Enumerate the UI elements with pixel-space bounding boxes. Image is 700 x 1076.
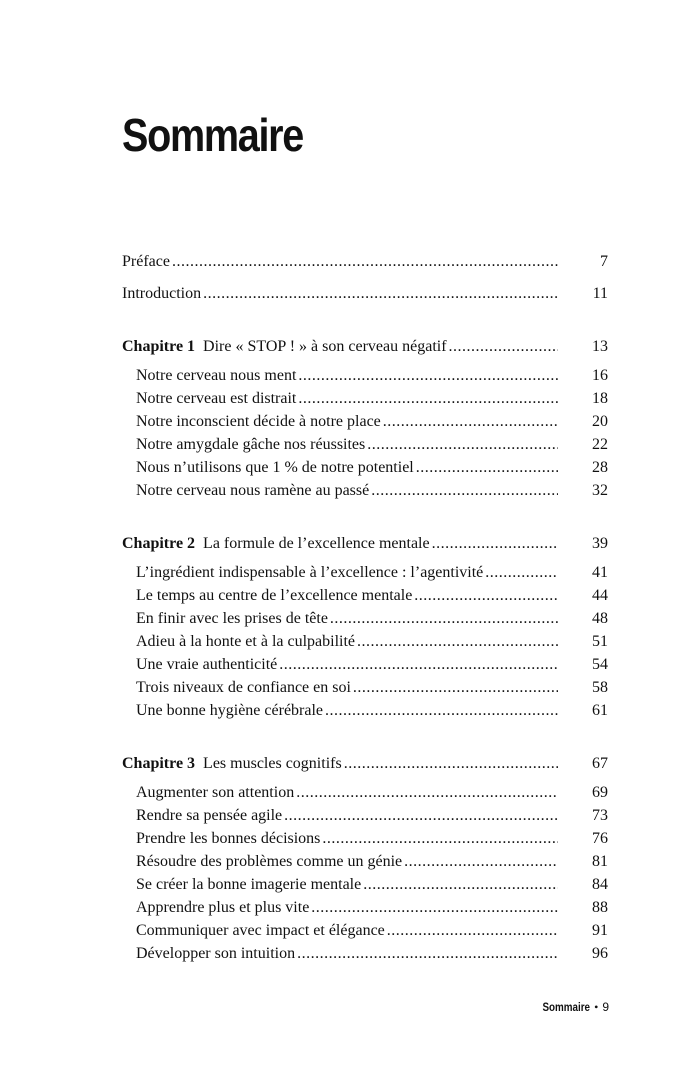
dot-leader: [357, 630, 558, 653]
toc-section: [122, 699, 608, 722]
toc-entry-text: Apprendre plus et plus vite: [136, 899, 310, 916]
toc-section: [122, 653, 608, 676]
toc-entry-text: Introduction: [122, 285, 202, 302]
dot-leader: [203, 282, 558, 305]
toc-page-number: 61: [592, 702, 608, 719]
toc-page-number: 16: [592, 367, 608, 384]
toc-page-number: 84: [592, 876, 608, 893]
dot-leader: [367, 433, 558, 456]
toc-section: [122, 630, 608, 653]
toc-page-number: 54: [592, 656, 608, 673]
toc-section: [122, 804, 608, 827]
dot-leader: [284, 804, 558, 827]
toc-entry-text: Trois niveaux de confiance en soi: [136, 679, 351, 696]
table-of-contents: [122, 250, 608, 965]
toc-section: [122, 479, 608, 502]
toc-section: [122, 873, 608, 896]
toc-entry-text: Notre cerveau nous ment: [136, 367, 297, 384]
chapter-title: Les muscles cognitifs: [203, 755, 342, 772]
dot-leader: [325, 699, 558, 722]
toc-section: [122, 387, 608, 410]
toc-section: [122, 850, 608, 873]
toc-page-number: 28: [592, 459, 608, 476]
toc-section: [122, 607, 608, 630]
toc-page-number: 76: [592, 830, 608, 847]
dot-leader: [344, 752, 558, 775]
chapter-title: La formule de l’excellence mentale: [203, 535, 430, 552]
page-number: 9: [602, 1000, 609, 1014]
dot-leader: [414, 584, 558, 607]
dot-leader: [371, 479, 558, 502]
chapter-label: Chapitre 3: [122, 755, 196, 772]
chapter-label: Chapitre 2: [122, 535, 196, 552]
toc-page-number: 32: [592, 482, 608, 499]
dot-leader: [353, 676, 558, 699]
toc-page-number: 69: [592, 784, 608, 801]
toc-page-number: 48: [592, 610, 608, 627]
toc-page-number: 44: [592, 587, 608, 604]
dot-leader: [172, 250, 558, 273]
toc-entry-text: Notre amygdale gâche nos réussites: [136, 436, 366, 453]
page-footer: [532, 1000, 609, 1015]
toc-entry-text: Notre cerveau est distrait: [136, 390, 297, 407]
toc-section: [122, 827, 608, 850]
dot-leader: [298, 387, 558, 410]
toc-section: [122, 410, 608, 433]
toc-page-number: 73: [592, 807, 608, 824]
toc-section: [122, 584, 608, 607]
toc-section: [122, 561, 608, 584]
toc-entry-text: Une vraie authenticité: [136, 656, 278, 673]
toc-page-number: 11: [592, 285, 608, 302]
toc-page-number: 81: [592, 853, 608, 870]
toc-chapter-1: [122, 335, 608, 358]
toc-section: [122, 676, 608, 699]
running-footer-title: Sommaire: [542, 1000, 591, 1014]
dot-leader: [432, 532, 558, 555]
toc-page-number: 91: [592, 922, 608, 939]
dot-leader: [311, 896, 558, 919]
toc-entry-text: En finir avec les prises de tête: [136, 610, 328, 627]
dot-leader: [383, 410, 558, 433]
dot-leader: [298, 364, 558, 387]
dot-leader: [322, 827, 558, 850]
toc-entry-text: Notre inconscient décide à notre place: [136, 413, 381, 430]
dot-leader: [449, 335, 558, 358]
chapter-label: Chapitre 1: [122, 338, 196, 355]
footer-bullet: •: [594, 1000, 599, 1014]
dot-leader: [404, 850, 558, 873]
toc-section: [122, 919, 608, 942]
toc-page-number: 18: [592, 390, 608, 407]
toc-page-number: 41: [592, 564, 608, 581]
toc-entry-text: Nous n’utilisons que 1 % de notre potentiel: [136, 459, 414, 476]
toc-chapter-3: [122, 752, 608, 775]
toc-entry-text: Préface: [122, 253, 170, 270]
toc-entry-text: Le temps au centre de l’excellence mentale: [136, 587, 413, 604]
dot-leader: [330, 607, 558, 630]
chapter-title: Dire « STOP ! » à son cerveau négatif: [203, 338, 447, 355]
toc-section: [122, 364, 608, 387]
toc-section: [122, 781, 608, 804]
toc-page-number: 7: [600, 253, 608, 270]
toc-entry-text: Prendre les bonnes décisions: [136, 830, 321, 847]
toc-entry-text: Développer son intuition: [136, 945, 296, 962]
page-title: Sommaire: [122, 109, 303, 161]
dot-leader: [279, 653, 558, 676]
dot-leader: [296, 781, 558, 804]
dot-leader: [363, 873, 558, 896]
toc-page-number: 88: [592, 899, 608, 916]
toc-section: [122, 896, 608, 919]
toc-section: [122, 433, 608, 456]
toc-page-number: 67: [592, 755, 608, 772]
toc-section: [122, 942, 608, 965]
toc-entry-text: Une bonne hygiène cérébrale: [136, 702, 324, 719]
toc-page-number: 20: [592, 413, 608, 430]
toc-entry-introduction: [122, 282, 608, 305]
dot-leader: [416, 456, 558, 479]
toc-entry-text: L’ingrédient indispensable à l’excellence : l’agentivité: [136, 564, 484, 581]
toc-entry-text: Résoudre des problèmes comme un génie: [136, 853, 403, 870]
toc-entry-text: Notre cerveau nous ramène au passé: [136, 482, 370, 499]
toc-page-number: 58: [592, 679, 608, 696]
toc-entry-text: Se créer la bonne imagerie mentale: [136, 876, 362, 893]
toc-entry-text: Augmenter son attention: [136, 784, 295, 801]
dot-leader: [297, 942, 558, 965]
toc-page-number: 51: [592, 633, 608, 650]
toc-entry-text: Adieu à la honte et à la culpabilité: [136, 633, 356, 650]
dot-leader: [485, 561, 558, 584]
dot-leader: [387, 919, 558, 942]
toc-entry-text: Communiquer avec impact et élégance: [136, 922, 385, 939]
toc-page-number: 13: [592, 338, 608, 355]
toc-section: [122, 456, 608, 479]
toc-page-number: 22: [592, 436, 608, 453]
toc-chapter-2: [122, 532, 608, 555]
toc-page-number: 96: [592, 945, 608, 962]
toc-entry-text: Rendre sa pensée agile: [136, 807, 283, 824]
toc-entry-preface: [122, 250, 608, 273]
toc-page-number: 39: [592, 535, 608, 552]
